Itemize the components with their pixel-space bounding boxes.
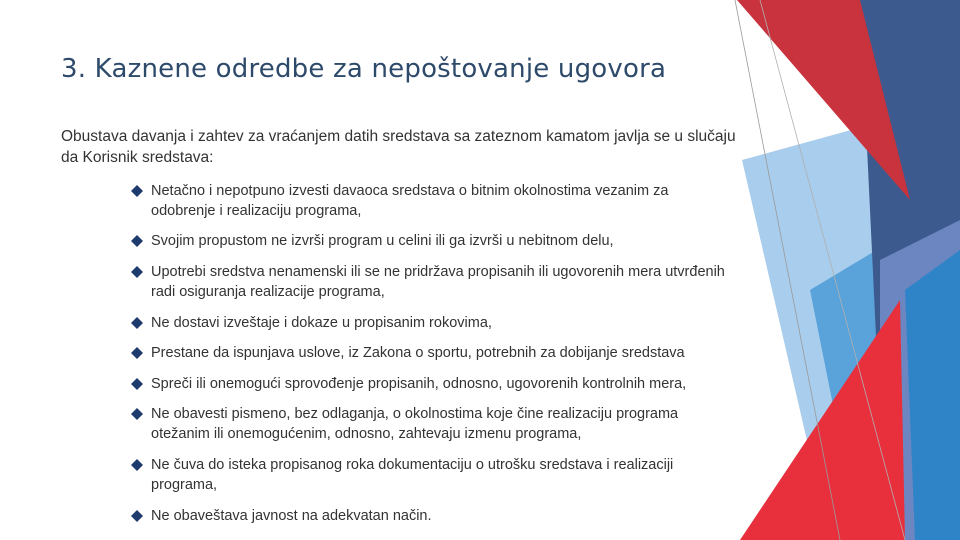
diamond-bullet-icon: [131, 378, 143, 390]
bullet-text: Spreči ili onemogući sprovođenje propisanih, odnosno, ugovorenih kontrolnih mera,: [151, 376, 687, 392]
bullet-item: [131, 343, 731, 363]
diamond-bullet-icon: [131, 185, 143, 197]
bullet-item: [131, 506, 731, 526]
diamond-bullet-icon: [131, 235, 143, 247]
slide-title: 3. Kaznene odredbe za nepoštovanje ugovora: [61, 54, 667, 84]
bullet-item: [131, 404, 731, 444]
bullet-item: [131, 374, 731, 394]
bullet-item: [131, 313, 731, 333]
bullet-text: Ne dostavi izveštaje i dokaze u propisanim rokovima,: [151, 315, 492, 331]
bullet-text: Ne čuva do isteka propisanog roka dokumentaciju o utrošku sredstava i realizaciji programa,: [151, 457, 674, 493]
diamond-bullet-icon: [131, 266, 143, 278]
diamond-bullet-icon: [131, 510, 143, 522]
diamond-bullet-icon: [131, 347, 143, 359]
diamond-bullet-icon: [131, 317, 143, 329]
intro-paragraph: Obustava davanja i zahtev za vraćanjem datih sredstava sa zateznom kamatom javlja se u slučaju da Korisnik sredstava:: [61, 128, 736, 166]
bullet-item: [131, 181, 731, 221]
bullet-text: Svojim propustom ne izvrši program u celini ili ga izvrši u nebitnom delu,: [151, 233, 614, 249]
bullet-text: Ne obaveštava javnost na adekvatan način.: [151, 508, 432, 524]
bullet-item: [131, 455, 731, 495]
bullet-text: Netačno i nepotpuno izvesti davaoca sredstava o bitnim okolnostima vezanim za odobrenje i realizaciju programa,: [151, 183, 669, 219]
diamond-bullet-icon: [131, 459, 143, 471]
bullet-text: Prestane da ispunjava uslove, iz Zakona o sportu, potrebnih za dobijanje sredstava: [151, 345, 685, 361]
bullet-item: [131, 231, 731, 251]
bullet-item: [131, 262, 731, 302]
bullet-text: Ne obavesti pismeno, bez odlaganja, o okolnostima koje čine realizaciju programa otežanim ili onemogućenim, odnosno, zahtevaju izmenu programa,: [151, 406, 679, 442]
diamond-bullet-icon: [131, 408, 143, 420]
bullet-text: Upotrebi sredstva nenamenski ili se ne pridržava propisanih ili ugovorenih mera utvrđenih radi osiguranja realizacije programa,: [151, 264, 725, 300]
